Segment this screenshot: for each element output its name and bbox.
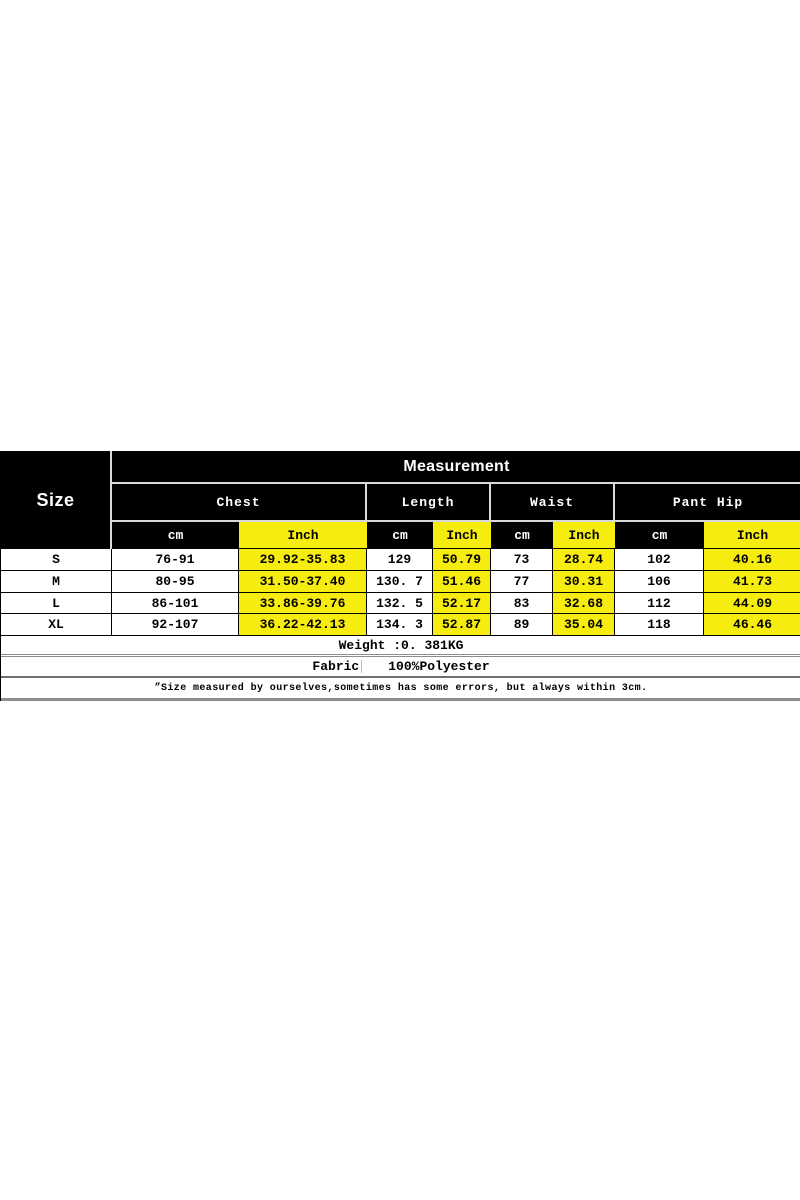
group-header-waist: Waist: [491, 484, 615, 522]
table-row-s: [1, 549, 800, 571]
unit-header-length-cm: cm: [367, 522, 433, 549]
data-cell-hip-cm: 106: [615, 571, 704, 593]
unit-header-chest-cm: cm: [112, 522, 239, 549]
data-cell-hip-inch: 41.73: [704, 571, 800, 593]
fabric-label: Fabric: [312, 659, 360, 674]
weight-row: [1, 636, 800, 657]
data-cell-length-inch: 51.46: [433, 571, 491, 593]
unit-header-length-inch: Inch: [433, 522, 491, 549]
data-cell-waist-cm: 73: [491, 549, 553, 571]
fabric-row: [1, 657, 800, 678]
data-cell-chest-inch: 33.86-39.76: [239, 593, 367, 614]
measurement-title: Measurement: [112, 451, 800, 484]
data-cell-hip-cm: 118: [615, 614, 704, 636]
size-note: ”Size measured by ourselves,sometimes has some errors, but always within 3cm.: [1, 678, 800, 701]
data-cell-waist-inch: 28.74: [553, 549, 615, 571]
fabric-cell: [1, 657, 800, 678]
size-chart-table: [0, 451, 800, 701]
data-cell-waist-inch: 30.31: [553, 571, 615, 593]
data-cell-length-inch: 52.17: [433, 593, 491, 614]
table-row-m: [1, 571, 800, 593]
data-cell-chest-inch: 31.50-37.40: [239, 571, 367, 593]
data-cell-chest-cm: 76-91: [112, 549, 239, 571]
group-header-length: Length: [367, 484, 491, 522]
size-cell: S: [1, 549, 112, 571]
table-row-xl: [1, 614, 800, 636]
data-cell-chest-cm: 80-95: [112, 571, 239, 593]
header-row-groups: [1, 484, 800, 522]
fabric-value: 100%Polyester: [388, 659, 490, 674]
unit-header-chest-inch: Inch: [239, 522, 367, 549]
data-cell-chest-inch: 36.22-42.13: [239, 614, 367, 636]
data-cell-hip-cm: 112: [615, 593, 704, 614]
size-cell: M: [1, 571, 112, 593]
data-cell-length-cm: 132. 5: [367, 593, 433, 614]
group-header-pant-hip: Pant Hip: [615, 484, 800, 522]
unit-header-hip-cm: cm: [615, 522, 704, 549]
data-cell-waist-cm: 89: [491, 614, 553, 636]
fabric-divider: [361, 660, 362, 673]
note-row: [1, 678, 800, 701]
data-cell-hip-inch: 44.09: [704, 593, 800, 614]
data-cell-length-inch: 50.79: [433, 549, 491, 571]
data-cell-chest-inch: 29.92-35.83: [239, 549, 367, 571]
unit-header-waist-inch: Inch: [553, 522, 615, 549]
data-cell-waist-inch: 32.68: [553, 593, 615, 614]
data-cell-length-cm: 129: [367, 549, 433, 571]
data-cell-hip-inch: 40.16: [704, 549, 800, 571]
size-corner-header: Size: [1, 451, 112, 549]
size-cell: L: [1, 593, 112, 614]
group-header-chest: Chest: [112, 484, 367, 522]
data-cell-hip-cm: 102: [615, 549, 704, 571]
unit-header-hip-inch: Inch: [704, 522, 800, 549]
data-cell-waist-cm: 77: [491, 571, 553, 593]
size-cell: XL: [1, 614, 112, 636]
weight-text: Weight :0. 381KG: [1, 636, 800, 657]
unit-header-waist-cm: cm: [491, 522, 553, 549]
data-cell-length-inch: 52.87: [433, 614, 491, 636]
table-row-l: [1, 593, 800, 614]
header-row-title: [1, 451, 800, 484]
data-cell-waist-inch: 35.04: [553, 614, 615, 636]
data-cell-length-cm: 134. 3: [367, 614, 433, 636]
data-cell-waist-cm: 83: [491, 593, 553, 614]
data-cell-length-cm: 130. 7: [367, 571, 433, 593]
data-cell-chest-cm: 86-101: [112, 593, 239, 614]
data-cell-hip-inch: 46.46: [704, 614, 800, 636]
data-cell-chest-cm: 92-107: [112, 614, 239, 636]
header-row-units: [1, 522, 800, 549]
size-chart-container: [0, 451, 800, 701]
